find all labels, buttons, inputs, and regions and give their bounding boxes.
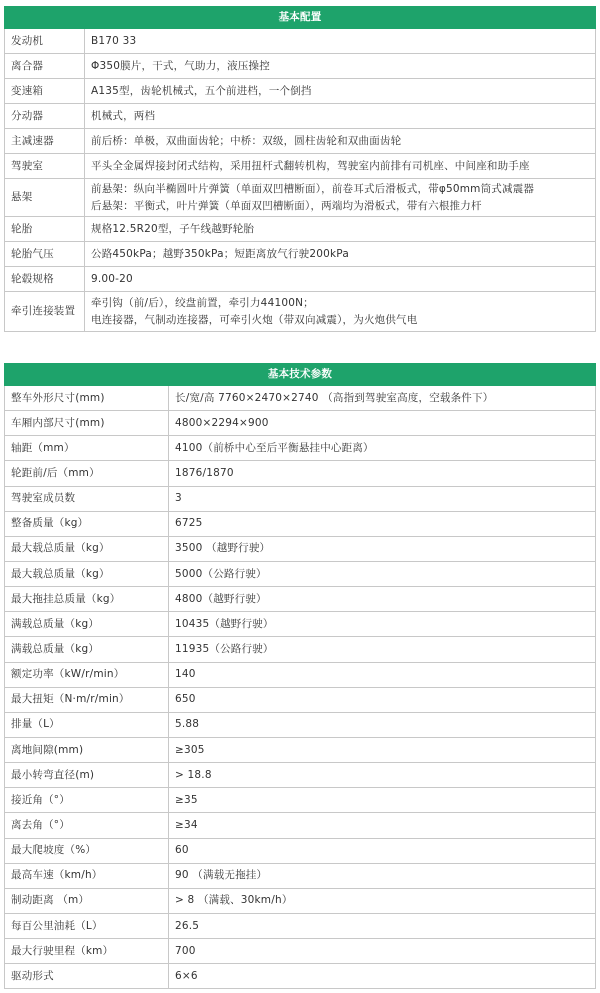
row-label: 轴距（mm） — [5, 436, 169, 461]
row-value: 规格12.5R20型，子午线越野轮胎 — [85, 217, 596, 242]
row-value: 3500 （越野行驶） — [169, 536, 596, 561]
row-value: ≥34 — [169, 813, 596, 838]
row-value-line: 电连接器，气制动连接器，可牵引火炮（带双向减震），为火炮供气电 — [91, 313, 418, 326]
row-value: 9.00-20 — [85, 267, 596, 292]
row-label: 最小转弯直径(m) — [5, 763, 169, 788]
row-label: 发动机 — [5, 29, 85, 54]
table-row — [5, 536, 596, 561]
table-row — [5, 511, 596, 536]
row-label: 最大拖挂总质量（kg） — [5, 587, 169, 612]
row-value: 5000（公路行驶） — [169, 561, 596, 586]
row-value: 平头全金属焊接封闭式结构，采用扭杆式翻转机构，驾驶室内前排有司机座、中间座和助手座 — [85, 154, 596, 179]
row-value: 机械式，两档 — [85, 104, 596, 129]
table-row — [5, 179, 596, 217]
row-label: 满载总质量（kg） — [5, 637, 169, 662]
row-value: 650 — [169, 687, 596, 712]
table-row — [5, 79, 596, 104]
row-label: 最大扭矩（N·m/r/min） — [5, 687, 169, 712]
row-value: > 8 （满载、30km/h） — [169, 888, 596, 913]
row-value: 6×6 — [169, 964, 596, 989]
row-label: 牵引连接装置 — [5, 292, 85, 332]
row-value: 4800（越野行驶） — [169, 587, 596, 612]
table-row — [5, 29, 596, 54]
row-value: 4800×2294×900 — [169, 411, 596, 436]
table-row — [5, 964, 596, 989]
row-value: 长/宽/高 7760×2470×2740 （高指到驾驶室高度，空载条件下） — [169, 386, 596, 411]
row-value-line: 后悬架：平衡式，叶片弹簧（单面双凹槽断面），两端均为滑板式，带有六根推力杆 — [91, 199, 482, 212]
row-value: 前后桥：单极，双曲面齿轮；中桥：双级，圆柱齿轮和双曲面齿轮 — [85, 129, 596, 154]
row-label: 轮毂规格 — [5, 267, 85, 292]
row-label: 制动距离 （m） — [5, 888, 169, 913]
table-row — [5, 788, 596, 813]
table-row — [5, 54, 596, 79]
table-row — [5, 939, 596, 964]
row-label: 满载总质量（kg） — [5, 612, 169, 637]
row-label: 最高车速（km/h） — [5, 863, 169, 888]
table-row — [5, 863, 596, 888]
row-value: 90 （满载无拖挂） — [169, 863, 596, 888]
row-label: 最大爬坡度（%） — [5, 838, 169, 863]
table-row — [5, 486, 596, 511]
tech-spec-table — [4, 363, 596, 989]
row-value: 60 — [169, 838, 596, 863]
row-value: 3 — [169, 486, 596, 511]
row-value: B170 33 — [85, 29, 596, 54]
row-label: 离地间隙(mm) — [5, 737, 169, 762]
row-value: ≥35 — [169, 788, 596, 813]
table-row — [5, 267, 596, 292]
row-label: 驾驶室成员数 — [5, 486, 169, 511]
table-row — [5, 386, 596, 411]
table-row — [5, 292, 596, 332]
table-row — [5, 687, 596, 712]
row-label: 额定功率（kW/r/min） — [5, 662, 169, 687]
row-label: 轮胎气压 — [5, 242, 85, 267]
row-value: 10435（越野行驶） — [169, 612, 596, 637]
row-value: 6725 — [169, 511, 596, 536]
table-row — [5, 913, 596, 938]
row-label: 离去角（°） — [5, 813, 169, 838]
row-value — [85, 179, 596, 217]
table-row — [5, 411, 596, 436]
table-row — [5, 129, 596, 154]
row-label: 整车外形尺寸(mm) — [5, 386, 169, 411]
row-label: 轮距前/后（mm） — [5, 461, 169, 486]
row-label: 车厢内部尺寸(mm) — [5, 411, 169, 436]
row-value: A135型，齿轮机械式，五个前进档，一个倒挡 — [85, 79, 596, 104]
row-label: 离合器 — [5, 54, 85, 79]
row-label: 排量（L） — [5, 712, 169, 737]
table-row — [5, 637, 596, 662]
row-label: 整备质量（kg） — [5, 511, 169, 536]
row-value: 5.88 — [169, 712, 596, 737]
row-value — [85, 292, 596, 332]
table-row — [5, 104, 596, 129]
row-label: 每百公里油耗（L） — [5, 913, 169, 938]
row-label: 轮胎 — [5, 217, 85, 242]
table-row — [5, 838, 596, 863]
table-row — [5, 737, 596, 762]
table-row — [5, 561, 596, 586]
row-value: 11935（公路行驶） — [169, 637, 596, 662]
table-row — [5, 612, 596, 637]
row-label: 最大行驶里程（km） — [5, 939, 169, 964]
row-value: ≥305 — [169, 737, 596, 762]
row-value: 700 — [169, 939, 596, 964]
row-label: 接近角（°） — [5, 788, 169, 813]
row-label: 最大载总质量（kg） — [5, 561, 169, 586]
table-row — [5, 587, 596, 612]
row-label: 驾驶室 — [5, 154, 85, 179]
row-value: 140 — [169, 662, 596, 687]
row-label: 分动器 — [5, 104, 85, 129]
row-value: 1876/1870 — [169, 461, 596, 486]
row-label: 变速箱 — [5, 79, 85, 104]
table-row — [5, 242, 596, 267]
row-value: Φ350膜片，干式，气助力，液压操控 — [85, 54, 596, 79]
row-label: 驱动形式 — [5, 964, 169, 989]
tech-spec-title: 基本技术参数 — [5, 364, 596, 386]
table-row — [5, 217, 596, 242]
table-row — [5, 154, 596, 179]
row-value-line: 牵引钩（前/后），绞盘前置，牵引力44100N； — [91, 296, 314, 309]
row-value-line: 前悬架：纵向半椭圆叶片弹簧（单面双凹槽断面），前卷耳式后滑板式，带φ50mm筒式减震器 — [91, 182, 535, 195]
table-row — [5, 712, 596, 737]
table-row — [5, 888, 596, 913]
row-value: 公路450kPa；越野350kPa；短距离放气行驶200kPa — [85, 242, 596, 267]
table-row — [5, 461, 596, 486]
basic-config-title: 基本配置 — [5, 7, 596, 29]
table-row — [5, 813, 596, 838]
table-row — [5, 763, 596, 788]
basic-config-table — [4, 6, 596, 332]
row-label: 悬架 — [5, 179, 85, 217]
table-row — [5, 436, 596, 461]
row-value: 4100（前桥中心至后平衡悬挂中心距离） — [169, 436, 596, 461]
row-label: 最大载总质量（kg） — [5, 536, 169, 561]
row-label: 主减速器 — [5, 129, 85, 154]
row-value: > 18.8 — [169, 763, 596, 788]
row-value: 26.5 — [169, 913, 596, 938]
table-row — [5, 662, 596, 687]
